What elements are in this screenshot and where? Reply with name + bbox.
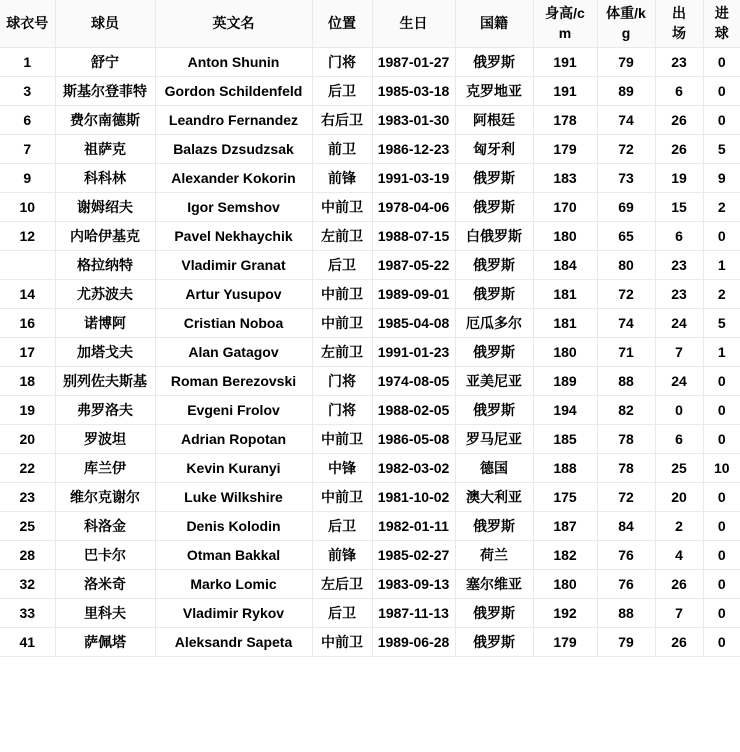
table-cell-jersey-number: 12 — [0, 221, 55, 250]
table-cell-position: 中前卫 — [312, 279, 372, 308]
column-header-position — [312, 0, 372, 47]
table-cell-appearances: 23 — [655, 279, 703, 308]
table-cell-appearances: 4 — [655, 540, 703, 569]
table-row — [0, 47, 740, 76]
table-cell-goals: 5 — [703, 308, 740, 337]
table-cell-player: 尤苏波夫 — [55, 279, 155, 308]
table-cell-height: 179 — [533, 134, 597, 163]
table-cell-height: 182 — [533, 540, 597, 569]
table-cell-weight: 72 — [597, 279, 655, 308]
table-cell-goals: 0 — [703, 47, 740, 76]
column-header-label: 出 — [672, 5, 686, 22]
table-cell-nationality: 阿根廷 — [455, 105, 533, 134]
table-cell-nationality: 塞尔维亚 — [455, 569, 533, 598]
table-cell-goals: 5 — [703, 134, 740, 163]
table-cell-position: 后卫 — [312, 250, 372, 279]
table-cell-english-name: Luke Wilkshire — [155, 482, 312, 511]
table-cell-birthday: 1985-02-27 — [372, 540, 455, 569]
table-cell-player: 谢姆绍夫 — [55, 192, 155, 221]
table-row — [0, 337, 740, 366]
table-cell-height: 175 — [533, 482, 597, 511]
table-row — [0, 482, 740, 511]
table-cell-height: 179 — [533, 627, 597, 656]
table-cell-english-name: Balazs Dzsudzsak — [155, 134, 312, 163]
table-cell-nationality: 俄罗斯 — [455, 250, 533, 279]
table-cell-birthday: 1983-01-30 — [372, 105, 455, 134]
column-header-english-name — [155, 0, 312, 47]
table-cell-player: 巴卡尔 — [55, 540, 155, 569]
table-row — [0, 105, 740, 134]
table-cell-height: 194 — [533, 395, 597, 424]
table-cell-weight: 88 — [597, 366, 655, 395]
table-cell-jersey-number: 28 — [0, 540, 55, 569]
table-cell-birthday: 1991-01-23 — [372, 337, 455, 366]
table-cell-english-name: Igor Semshov — [155, 192, 312, 221]
table-header-row — [0, 0, 740, 47]
table-row — [0, 221, 740, 250]
table-cell-birthday: 1981-10-02 — [372, 482, 455, 511]
column-header-jersey-number — [0, 0, 55, 47]
table-cell-weight: 79 — [597, 47, 655, 76]
table-cell-position: 后卫 — [312, 76, 372, 105]
table-cell-position: 左前卫 — [312, 221, 372, 250]
table-cell-weight: 89 — [597, 76, 655, 105]
table-cell-english-name: Vladimir Granat — [155, 250, 312, 279]
table-cell-english-name: Aleksandr Sapeta — [155, 627, 312, 656]
table-cell-english-name: Alexander Kokorin — [155, 163, 312, 192]
table-cell-appearances: 6 — [655, 221, 703, 250]
table-cell-birthday: 1988-02-05 — [372, 395, 455, 424]
table-cell-appearances: 0 — [655, 395, 703, 424]
column-header-label: 球衣号 — [6, 15, 49, 32]
table-row — [0, 424, 740, 453]
table-row — [0, 569, 740, 598]
table-cell-goals: 1 — [703, 250, 740, 279]
table-cell-height: 181 — [533, 279, 597, 308]
table-cell-weight: 72 — [597, 482, 655, 511]
table-cell-player: 格拉纳特 — [55, 250, 155, 279]
table-cell-appearances: 26 — [655, 569, 703, 598]
table-cell-height: 178 — [533, 105, 597, 134]
table-cell-english-name: Denis Kolodin — [155, 511, 312, 540]
table-cell-appearances: 26 — [655, 627, 703, 656]
table-cell-nationality: 罗马尼亚 — [455, 424, 533, 453]
table-cell-position: 后卫 — [312, 511, 372, 540]
table-cell-birthday: 1988-07-15 — [372, 221, 455, 250]
table-cell-goals: 0 — [703, 105, 740, 134]
table-cell-appearances: 26 — [655, 105, 703, 134]
table-cell-jersey-number: 19 — [0, 395, 55, 424]
column-header-label: g — [621, 25, 631, 42]
table-cell-player: 费尔南德斯 — [55, 105, 155, 134]
table-cell-jersey-number: 25 — [0, 511, 55, 540]
table-cell-position: 门将 — [312, 366, 372, 395]
table-cell-goals: 0 — [703, 540, 740, 569]
table-cell-birthday: 1986-05-08 — [372, 424, 455, 453]
table-cell-player: 洛米奇 — [55, 569, 155, 598]
table-cell-weight: 73 — [597, 163, 655, 192]
table-cell-weight: 74 — [597, 308, 655, 337]
table-header — [0, 0, 740, 47]
table-cell-birthday: 1987-05-22 — [372, 250, 455, 279]
column-header-label: 进 — [714, 5, 729, 22]
table-cell-nationality: 克罗地亚 — [455, 76, 533, 105]
table-cell-jersey-number — [0, 250, 55, 279]
table-cell-jersey-number: 10 — [0, 192, 55, 221]
table-cell-height: 188 — [533, 453, 597, 482]
table-cell-position: 左前卫 — [312, 337, 372, 366]
table-cell-goals: 0 — [703, 424, 740, 453]
table-cell-appearances: 6 — [655, 76, 703, 105]
table-cell-position: 左后卫 — [312, 569, 372, 598]
table-cell-weight: 80 — [597, 250, 655, 279]
table-cell-appearances: 23 — [655, 250, 703, 279]
table-cell-player: 科洛金 — [55, 511, 155, 540]
table-cell-jersey-number: 7 — [0, 134, 55, 163]
table-cell-goals: 2 — [703, 279, 740, 308]
table-row — [0, 366, 740, 395]
table-body — [0, 47, 740, 656]
table-row — [0, 163, 740, 192]
table-row — [0, 395, 740, 424]
table-cell-height: 181 — [533, 308, 597, 337]
table-cell-nationality: 俄罗斯 — [455, 337, 533, 366]
table-cell-nationality: 俄罗斯 — [455, 511, 533, 540]
table-cell-jersey-number: 18 — [0, 366, 55, 395]
table-cell-nationality: 俄罗斯 — [455, 627, 533, 656]
table-cell-jersey-number: 22 — [0, 453, 55, 482]
table-row — [0, 598, 740, 627]
table-cell-weight: 88 — [597, 598, 655, 627]
table-cell-player: 库兰伊 — [55, 453, 155, 482]
table-cell-appearances: 24 — [655, 366, 703, 395]
table-cell-appearances: 24 — [655, 308, 703, 337]
table-cell-nationality: 俄罗斯 — [455, 192, 533, 221]
table-cell-goals: 0 — [703, 511, 740, 540]
table-cell-appearances: 15 — [655, 192, 703, 221]
table-cell-birthday: 1974-08-05 — [372, 366, 455, 395]
table-cell-jersey-number: 33 — [0, 598, 55, 627]
table-cell-height: 189 — [533, 366, 597, 395]
table-cell-nationality: 俄罗斯 — [455, 395, 533, 424]
table-cell-jersey-number: 32 — [0, 569, 55, 598]
column-header-label: 体重/k — [606, 5, 646, 22]
table-cell-goals: 0 — [703, 627, 740, 656]
table-cell-appearances: 25 — [655, 453, 703, 482]
table-cell-weight: 84 — [597, 511, 655, 540]
column-header-weight — [597, 0, 655, 47]
table-cell-appearances: 7 — [655, 598, 703, 627]
table-cell-position: 中前卫 — [312, 627, 372, 656]
table-cell-weight: 69 — [597, 192, 655, 221]
table-cell-birthday: 1983-09-13 — [372, 569, 455, 598]
table-cell-player: 诺博阿 — [55, 308, 155, 337]
table-cell-birthday: 1987-11-13 — [372, 598, 455, 627]
table-cell-player: 内哈伊基克 — [55, 221, 155, 250]
table-cell-weight: 79 — [597, 627, 655, 656]
table-cell-position: 门将 — [312, 47, 372, 76]
table-cell-player: 维尔克谢尔 — [55, 482, 155, 511]
table-cell-jersey-number: 1 — [0, 47, 55, 76]
table-cell-goals: 0 — [703, 395, 740, 424]
column-header-label: 球员 — [91, 15, 119, 32]
table-cell-goals: 10 — [703, 453, 740, 482]
table-cell-jersey-number: 41 — [0, 627, 55, 656]
table-cell-nationality: 俄罗斯 — [455, 598, 533, 627]
column-header-label: m — [558, 25, 572, 42]
column-header-player — [55, 0, 155, 47]
table-cell-birthday: 1982-01-11 — [372, 511, 455, 540]
table-cell-height: 180 — [533, 569, 597, 598]
table-cell-english-name: Vladimir Rykov — [155, 598, 312, 627]
table-cell-english-name: Marko Lomic — [155, 569, 312, 598]
table-cell-jersey-number: 20 — [0, 424, 55, 453]
table-cell-weight: 78 — [597, 424, 655, 453]
table-cell-english-name: Anton Shunin — [155, 47, 312, 76]
table-cell-birthday: 1982-03-02 — [372, 453, 455, 482]
table-cell-position: 中前卫 — [312, 424, 372, 453]
table-cell-goals: 9 — [703, 163, 740, 192]
table-cell-appearances: 26 — [655, 134, 703, 163]
table-cell-nationality: 德国 — [455, 453, 533, 482]
table-cell-nationality: 荷兰 — [455, 540, 533, 569]
table-cell-goals: 2 — [703, 192, 740, 221]
table-cell-english-name: Adrian Ropotan — [155, 424, 312, 453]
table-cell-weight: 74 — [597, 105, 655, 134]
table-cell-english-name: Kevin Kuranyi — [155, 453, 312, 482]
table-cell-position: 中前卫 — [312, 308, 372, 337]
table-cell-appearances: 7 — [655, 337, 703, 366]
table-cell-player: 里科夫 — [55, 598, 155, 627]
column-header-label: 国籍 — [480, 15, 508, 32]
table-cell-goals: 0 — [703, 569, 740, 598]
table-cell-position: 前卫 — [312, 134, 372, 163]
table-cell-position: 中前卫 — [312, 192, 372, 221]
table-cell-english-name: Cristian Noboa — [155, 308, 312, 337]
table-cell-player: 别列佐夫斯基 — [55, 366, 155, 395]
table-cell-goals: 0 — [703, 221, 740, 250]
table-cell-english-name: Leandro Fernandez — [155, 105, 312, 134]
column-header-label: 位置 — [328, 15, 356, 32]
table-cell-position: 前锋 — [312, 540, 372, 569]
table-cell-weight: 72 — [597, 134, 655, 163]
table-cell-position: 右后卫 — [312, 105, 372, 134]
table-cell-weight: 76 — [597, 540, 655, 569]
table-cell-jersey-number: 9 — [0, 163, 55, 192]
column-header-goals — [703, 0, 740, 47]
table-cell-height: 191 — [533, 76, 597, 105]
table-cell-player: 萨佩塔 — [55, 627, 155, 656]
table-cell-weight: 65 — [597, 221, 655, 250]
table-cell-position: 中前卫 — [312, 482, 372, 511]
column-header-birthday — [372, 0, 455, 47]
table-cell-appearances: 20 — [655, 482, 703, 511]
table-cell-position: 后卫 — [312, 598, 372, 627]
table-cell-nationality: 俄罗斯 — [455, 47, 533, 76]
table-cell-english-name: Roman Berezovski — [155, 366, 312, 395]
table-cell-english-name: Alan Gatagov — [155, 337, 312, 366]
table-cell-english-name: Artur Yusupov — [155, 279, 312, 308]
table-cell-jersey-number: 6 — [0, 105, 55, 134]
column-header-label: 英文名 — [212, 15, 255, 32]
table-cell-weight: 76 — [597, 569, 655, 598]
table-cell-appearances: 23 — [655, 47, 703, 76]
table-cell-birthday: 1985-04-08 — [372, 308, 455, 337]
table-cell-appearances: 2 — [655, 511, 703, 540]
table-cell-english-name: Otman Bakkal — [155, 540, 312, 569]
column-header-label: 身高/c — [545, 5, 585, 22]
table-row — [0, 453, 740, 482]
table-cell-english-name: Gordon Schildenfeld — [155, 76, 312, 105]
table-cell-height: 180 — [533, 221, 597, 250]
table-cell-player: 弗罗洛夫 — [55, 395, 155, 424]
table-cell-goals: 0 — [703, 482, 740, 511]
table-cell-nationality: 俄罗斯 — [455, 163, 533, 192]
table-cell-height: 183 — [533, 163, 597, 192]
table-cell-jersey-number: 14 — [0, 279, 55, 308]
table-cell-player: 罗波坦 — [55, 424, 155, 453]
table-cell-birthday: 1986-12-23 — [372, 134, 455, 163]
table-cell-goals: 0 — [703, 598, 740, 627]
table-cell-height: 180 — [533, 337, 597, 366]
table-cell-position: 门将 — [312, 395, 372, 424]
table-cell-goals: 1 — [703, 337, 740, 366]
table-cell-birthday: 1989-06-28 — [372, 627, 455, 656]
table-cell-jersey-number: 23 — [0, 482, 55, 511]
table-cell-nationality: 白俄罗斯 — [455, 221, 533, 250]
table-row — [0, 540, 740, 569]
table-cell-player: 斯基尔登菲特 — [55, 76, 155, 105]
table-cell-goals: 0 — [703, 366, 740, 395]
table-cell-height: 187 — [533, 511, 597, 540]
table-cell-jersey-number: 16 — [0, 308, 55, 337]
table-cell-birthday: 1987-01-27 — [372, 47, 455, 76]
table-cell-birthday: 1985-03-18 — [372, 76, 455, 105]
table-cell-weight: 71 — [597, 337, 655, 366]
table-cell-nationality: 厄瓜多尔 — [455, 308, 533, 337]
table-cell-height: 184 — [533, 250, 597, 279]
table-cell-player: 祖萨克 — [55, 134, 155, 163]
table-row — [0, 76, 740, 105]
table-cell-nationality: 澳大利亚 — [455, 482, 533, 511]
table-cell-birthday: 1978-04-06 — [372, 192, 455, 221]
column-header-label: 场 — [672, 25, 686, 42]
table-cell-weight: 82 — [597, 395, 655, 424]
column-header-nationality — [455, 0, 533, 47]
table-row — [0, 279, 740, 308]
table-row — [0, 511, 740, 540]
table-cell-jersey-number: 3 — [0, 76, 55, 105]
table-row — [0, 250, 740, 279]
table-cell-appearances: 6 — [655, 424, 703, 453]
table-cell-nationality: 匈牙利 — [455, 134, 533, 163]
table-row — [0, 134, 740, 163]
table-cell-position: 前锋 — [312, 163, 372, 192]
table-row — [0, 308, 740, 337]
column-header-label: 生日 — [399, 15, 428, 32]
table-cell-position: 中锋 — [312, 453, 372, 482]
table-cell-height: 192 — [533, 598, 597, 627]
table-cell-height: 185 — [533, 424, 597, 453]
table-cell-weight: 78 — [597, 453, 655, 482]
table-cell-height: 191 — [533, 47, 597, 76]
table-cell-player: 加塔戈夫 — [55, 337, 155, 366]
table-cell-player: 舒宁 — [55, 47, 155, 76]
table-row — [0, 192, 740, 221]
table-cell-jersey-number: 17 — [0, 337, 55, 366]
table-cell-english-name: Pavel Nekhaychik — [155, 221, 312, 250]
table-cell-goals: 0 — [703, 76, 740, 105]
table-cell-birthday: 1989-09-01 — [372, 279, 455, 308]
table-cell-english-name: Evgeni Frolov — [155, 395, 312, 424]
table-cell-nationality: 俄罗斯 — [455, 279, 533, 308]
table-cell-appearances: 19 — [655, 163, 703, 192]
column-header-height — [533, 0, 597, 47]
table-cell-height: 170 — [533, 192, 597, 221]
table-cell-player: 科科林 — [55, 163, 155, 192]
table-row — [0, 627, 740, 656]
column-header-appearances — [655, 0, 703, 47]
column-header-label: 球 — [714, 25, 729, 42]
table-cell-nationality: 亚美尼亚 — [455, 366, 533, 395]
table-cell-birthday: 1991-03-19 — [372, 163, 455, 192]
